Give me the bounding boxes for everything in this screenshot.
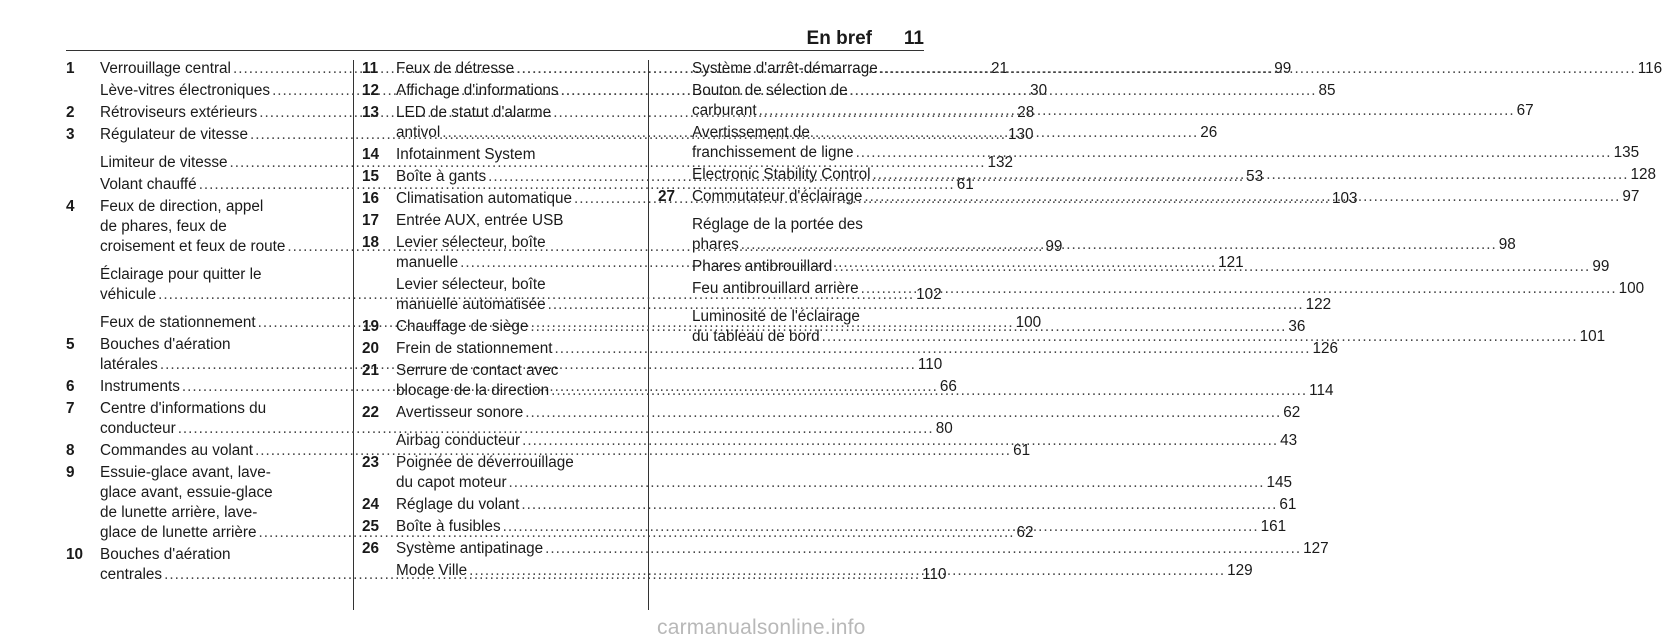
entry-page: 122 (1305, 296, 1332, 313)
entry-number (362, 431, 396, 451)
leader-dots (856, 143, 1612, 163)
entry-page: 127 (1303, 540, 1329, 557)
entry-label: Bouches d'aération (100, 546, 231, 563)
entry-label: Commutateur d'éclairage (692, 188, 863, 205)
entry-page: 121 (1218, 254, 1244, 271)
leader-dots (503, 517, 1259, 537)
entry-label: Essuie-glace avant, lave- (100, 464, 271, 481)
entry-page: 67 (1516, 102, 1534, 119)
entry-page: 99 (1274, 60, 1292, 77)
entry-number: 24 (362, 496, 380, 513)
entry-label: Réglage de la portée des (692, 216, 863, 233)
entry-body (396, 211, 632, 231)
index-entry (362, 339, 1338, 359)
entry-label: Réglage du volant (396, 496, 520, 513)
entry-label: Feux de stationnement (100, 314, 256, 331)
entry-page: 62 (1283, 404, 1301, 421)
entry-label: centrales (100, 566, 163, 583)
entry-number: 19 (362, 318, 380, 335)
entry-label: phares (692, 236, 739, 253)
entry-page: 80 (935, 420, 953, 437)
entry-label: franchissement de ligne (692, 144, 854, 161)
entry-label: Volant chauffé (100, 176, 197, 193)
entry-number (658, 123, 692, 163)
entry-page: 110 (917, 356, 943, 373)
entry-number: 27 (658, 188, 676, 205)
entry-page: 116 (1637, 60, 1662, 77)
entry-page: 161 (1260, 518, 1287, 535)
page-header (66, 28, 924, 51)
entry-label: du tableau de bord (692, 328, 820, 345)
entry-number: 25 (362, 518, 380, 535)
index-entry (362, 453, 1293, 493)
entry-number (658, 215, 692, 255)
entry-label: Chauffage de siège (396, 318, 529, 335)
leader-dots (509, 473, 1265, 493)
entry-label: Limiteur de vitesse (100, 154, 228, 171)
entry-body (692, 187, 1639, 207)
entry-page: 66 (939, 378, 957, 395)
entry-page: 61 (1013, 442, 1031, 459)
entry-number (658, 307, 692, 347)
entry-page: 61 (956, 176, 974, 193)
entry-number: 12 (362, 82, 380, 99)
entry-label: Climatisation automatique (396, 190, 573, 207)
entry-body (396, 495, 1296, 515)
entry-body (692, 123, 1639, 163)
entry-number: 1 (66, 60, 75, 77)
entry-label: Centre d'informations du (100, 400, 267, 417)
entry-number: 5 (66, 336, 75, 353)
entry-label: antivol (396, 124, 441, 141)
entry-label: Levier sélecteur, boîte (396, 234, 546, 251)
entry-body (692, 307, 1605, 347)
entry-label: manuelle automatisée (396, 296, 546, 313)
entry-label: Boîte à fusibles (396, 518, 501, 535)
entry-number (658, 81, 692, 121)
entry-number: 26 (362, 540, 380, 557)
entry-number: 2 (66, 104, 75, 121)
entry-number: 3 (66, 126, 75, 143)
entry-label: Avertisseur sonore (396, 404, 524, 421)
entry-page: 30 (1030, 82, 1048, 99)
entry-label: Bouches d'aération (100, 336, 231, 353)
page-number: 11 (903, 28, 924, 49)
entry-number (362, 275, 396, 315)
entry-page: 145 (1266, 474, 1293, 491)
entry-number: 9 (66, 464, 75, 481)
entry-page: 126 (1312, 340, 1338, 357)
entry-number: 10 (66, 546, 84, 563)
entry-label: Avertissement de (692, 124, 810, 141)
entry-page: 61 (1279, 496, 1297, 513)
entry-label: Serrure de contact avec (396, 362, 559, 379)
entry-label: Feux de détresse (396, 60, 515, 77)
entry-page: 97 (1622, 188, 1640, 205)
leader-dots (873, 165, 1629, 185)
entry-body (692, 165, 1656, 185)
entry-number (66, 265, 100, 305)
entry-page: 98 (1498, 236, 1516, 253)
entry-body (692, 59, 1662, 79)
entry-number (658, 59, 692, 79)
entry-page: 26 (1200, 124, 1218, 141)
index-entry (362, 211, 632, 231)
leader-dots (880, 59, 1636, 79)
entry-label: Système d'arrêt-démarrage (692, 60, 878, 77)
entry-page: 21 (990, 60, 1008, 77)
leader-dots (834, 257, 1590, 277)
entry-page: 100 (1015, 314, 1042, 331)
entry-body (396, 431, 1297, 451)
entry-label: Affichage d'informations (396, 82, 559, 99)
entry-number: 18 (362, 234, 380, 251)
entry-page: 62 (1016, 524, 1034, 541)
index-entry (362, 145, 632, 165)
entry-number: 20 (362, 340, 380, 357)
leader-dots (759, 101, 1515, 121)
watermark: carmanualsonline.info (657, 616, 866, 639)
entry-body (396, 517, 1286, 537)
entry-number: 17 (362, 212, 380, 229)
entry-body (396, 453, 1292, 493)
entry-page: 43 (1280, 432, 1298, 449)
entry-page: 99 (1045, 238, 1063, 255)
entry-label: Electronic Stability Control (692, 166, 871, 183)
entry-label: Phares antibrouillard (692, 258, 833, 275)
entry-label: Boîte à gants (396, 168, 487, 185)
entry-label: manuelle (396, 254, 459, 271)
entry-number: 14 (362, 146, 380, 163)
entry-label: Luminosité de l'éclairage (692, 308, 860, 325)
entry-number: 13 (362, 104, 380, 121)
entry-number (66, 153, 100, 173)
entry-label: Infotainment System (396, 146, 536, 163)
entry-label: Éclairage pour quitter le (100, 266, 262, 283)
leader-dots (469, 561, 1225, 581)
leader-dots (522, 431, 1278, 451)
entry-page: 36 (1288, 318, 1306, 335)
entry-body (396, 539, 1329, 559)
entry-label: du capot moteur (396, 474, 507, 491)
entry-number: 16 (362, 190, 380, 207)
entry-label: Instruments (100, 378, 180, 395)
entry-number (66, 313, 100, 333)
entry-label: latérales (100, 356, 158, 373)
leader-dots (864, 187, 1620, 207)
entry-label: de phares, feux de (100, 218, 227, 235)
entry-number: 7 (66, 400, 75, 417)
entry-label: blocage de la direction (396, 382, 550, 399)
entry-page: 101 (1579, 328, 1606, 345)
entry-page: 28 (1017, 104, 1035, 121)
index-entry (362, 539, 1329, 559)
entry-label: Lève-vitres électroniques (100, 82, 271, 99)
entry-number: 8 (66, 442, 75, 459)
entry-label: Airbag conducteur (396, 432, 521, 449)
entry-page: 53 (1246, 168, 1264, 185)
leader-dots (741, 235, 1497, 255)
index-entry (362, 495, 1297, 515)
entry-label: Entrée AUX, entrée USB (396, 212, 564, 229)
entry-label: Feux de direction, appel (100, 198, 264, 215)
entry-label: Rétroviseurs extérieurs (100, 104, 258, 121)
entry-label: Frein de stationnement (396, 340, 553, 357)
entry-label: Feu antibrouillard arrière (692, 280, 859, 297)
entry-number (658, 279, 692, 299)
entry-label: véhicule (100, 286, 157, 303)
entry-number (66, 81, 100, 101)
entry-page: 135 (1613, 144, 1640, 161)
entry-page: 130 (1007, 126, 1034, 143)
entry-body (396, 361, 1333, 401)
entry-label: de lunette arrière, lave- (100, 504, 258, 521)
entry-label: glace de lunette arrière (100, 524, 257, 541)
entry-body (396, 561, 1253, 581)
entry-body (692, 279, 1644, 299)
entry-label: LED de statut d'alarme (396, 104, 552, 121)
entry-label: croisement et feux de route (100, 238, 286, 255)
entry-label: conducteur (100, 420, 176, 437)
section-title: En bref (806, 28, 872, 49)
entry-number (66, 175, 100, 195)
leader-dots (521, 495, 1277, 515)
entry-number: 11 (362, 60, 379, 77)
entry-page: 129 (1227, 562, 1253, 579)
leader-dots (861, 279, 1617, 299)
index-entry (66, 441, 1031, 461)
entry-body (692, 81, 1534, 121)
entry-body (396, 145, 632, 165)
entry-page: 99 (1592, 258, 1610, 275)
index-entry (362, 403, 1301, 423)
entry-page: 110 (922, 566, 947, 583)
entry-number: 6 (66, 378, 75, 395)
entry-number: 4 (66, 198, 75, 215)
entry-label: Verrouillage central (100, 60, 231, 77)
entry-label: glace avant, essuie-glace (100, 484, 273, 501)
entry-number (658, 165, 692, 185)
entry-number: 21 (362, 362, 380, 379)
entry-label: Bouton de sélection de (692, 82, 848, 99)
entry-number (362, 561, 396, 581)
entry-page: 103 (1332, 190, 1358, 207)
leader-dots (822, 327, 1578, 347)
entry-page: 132 (987, 154, 1014, 171)
entry-label: Mode Ville (396, 562, 468, 579)
entry-number (658, 257, 692, 277)
entry-label: carburant (692, 102, 757, 119)
entry-number: 15 (362, 168, 380, 185)
leader-dots (545, 539, 1301, 559)
entry-page: 100 (1618, 280, 1645, 297)
entry-label: Poignée de déverrouillage (396, 454, 574, 471)
leader-dots (525, 403, 1281, 423)
entry-page: 114 (1309, 382, 1334, 399)
entry-label: Levier sélecteur, boîte (396, 276, 546, 293)
entry-body (692, 215, 1516, 255)
entry-page: 102 (916, 286, 942, 303)
entry-page: 85 (1318, 82, 1336, 99)
leader-dots (551, 381, 1307, 401)
entry-body (396, 403, 1300, 423)
entry-number: 22 (362, 404, 380, 421)
entry-body (692, 257, 1609, 277)
entry-label: Commandes au volant (100, 442, 254, 459)
entry-label: Système antipatinage (396, 540, 544, 557)
entry-page: 128 (1630, 166, 1657, 183)
entry-number: 23 (362, 454, 380, 471)
entry-label: Régulateur de vitesse (100, 126, 248, 143)
